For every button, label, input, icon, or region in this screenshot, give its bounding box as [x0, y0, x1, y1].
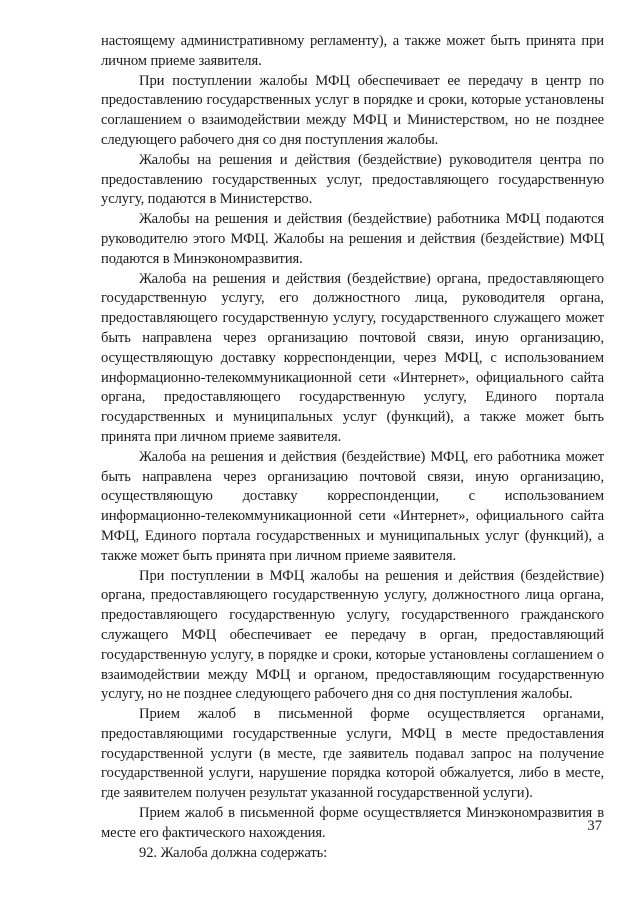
paragraph-section-92: 92. Жалоба должна содержать:	[139, 844, 328, 861]
paragraph-mfc-complaint-channels: Жалоба на решения и действия (бездействие) МФЦ, его работника может быть направлена через организацию почтовой связи, иную организацию, осуществляющую доставку корреспонденции, с использованием информационно-телекоммуникационной сети «Интернет», официального сайта МФЦ, Единого портала государственных и муниципальных услуг (функций), а также может быть принята при личном приеме заявителя.	[101, 448, 604, 564]
paragraph-mfc-worker-complaints: Жалобы на решения и действия (бездействие) работника МФЦ подаются руководителю этого МФЦ. Жалобы на решения и действия (бездействие) МФЦ подаются в Минэкономразвития.	[101, 211, 604, 267]
paragraph-organ-complaint-channels: Жалоба на решения и действия (бездействие) органа, предоставляющего государственную услугу, его должностного лица, руководителя органа, предоставляющего государственную услугу, государственного служащего может быть направлена через организацию почтовой связи, иную организацию, осуществляющую доставку корреспонденции, через МФЦ, с использованием информационно-телекоммуникационной сети «Интернет», официального сайта органа, предоставляющего государственную услугу, Единого портала государственных и муниципальных услуг (функций), а также может быть принята при личном приеме заявителя.	[101, 270, 604, 445]
paragraph-written-complaints-organs: Прием жалоб в письменной форме осуществляется органами, предоставляющими государственные услуги, МФЦ в месте предоставления государственной услуги (в месте, где заявитель подавал запрос на получение государственной услуги, нарушение порядка которой обжалуется, либо в месте, где заявителем получен результат указанной государственной услуги).	[101, 706, 604, 802]
document-body	[101, 32, 604, 863]
paragraph-center-head-complaints: Жалобы на решения и действия (бездействие) руководителя центра по предоставлению государственных услуг, предоставляющего государственную услугу, подаются в Министерство.	[101, 151, 604, 208]
paragraph-mfc-transfer: При поступлении жалобы МФЦ обеспечивает ее передачу в центр по предоставлению государственных услуг в порядке и сроки, которые установлены соглашением о взаимодействии между МФЦ и Министерством, но не позднее следующего рабочего дня со дня поступления жалобы.	[101, 72, 604, 148]
page-number: 37	[587, 818, 602, 834]
paragraph-continuation: настоящему административному регламенту), а также может быть принята при личном приеме заявителя.	[101, 33, 604, 69]
paragraph-mfc-forwarding: При поступлении в МФЦ жалобы на решения и действия (бездействие) органа, предоставляющего государственную услугу, должностного лица органа, предоставляющего государственную услугу, государственного гражданского служащего МФЦ обеспечивает ее передачу в орган, предоставляющий государственную услугу, в порядке и сроки, которые установлены соглашением о взаимодействии между МФЦ и органом, предоставляющим государственную услугу, но не позднее следующего рабочего дня со дня поступления жалобы.	[101, 567, 604, 703]
paragraph-written-complaints-ministry: Прием жалоб в письменной форме осуществляется Минэкономразвития в месте его фактического нахождения.	[101, 805, 604, 841]
